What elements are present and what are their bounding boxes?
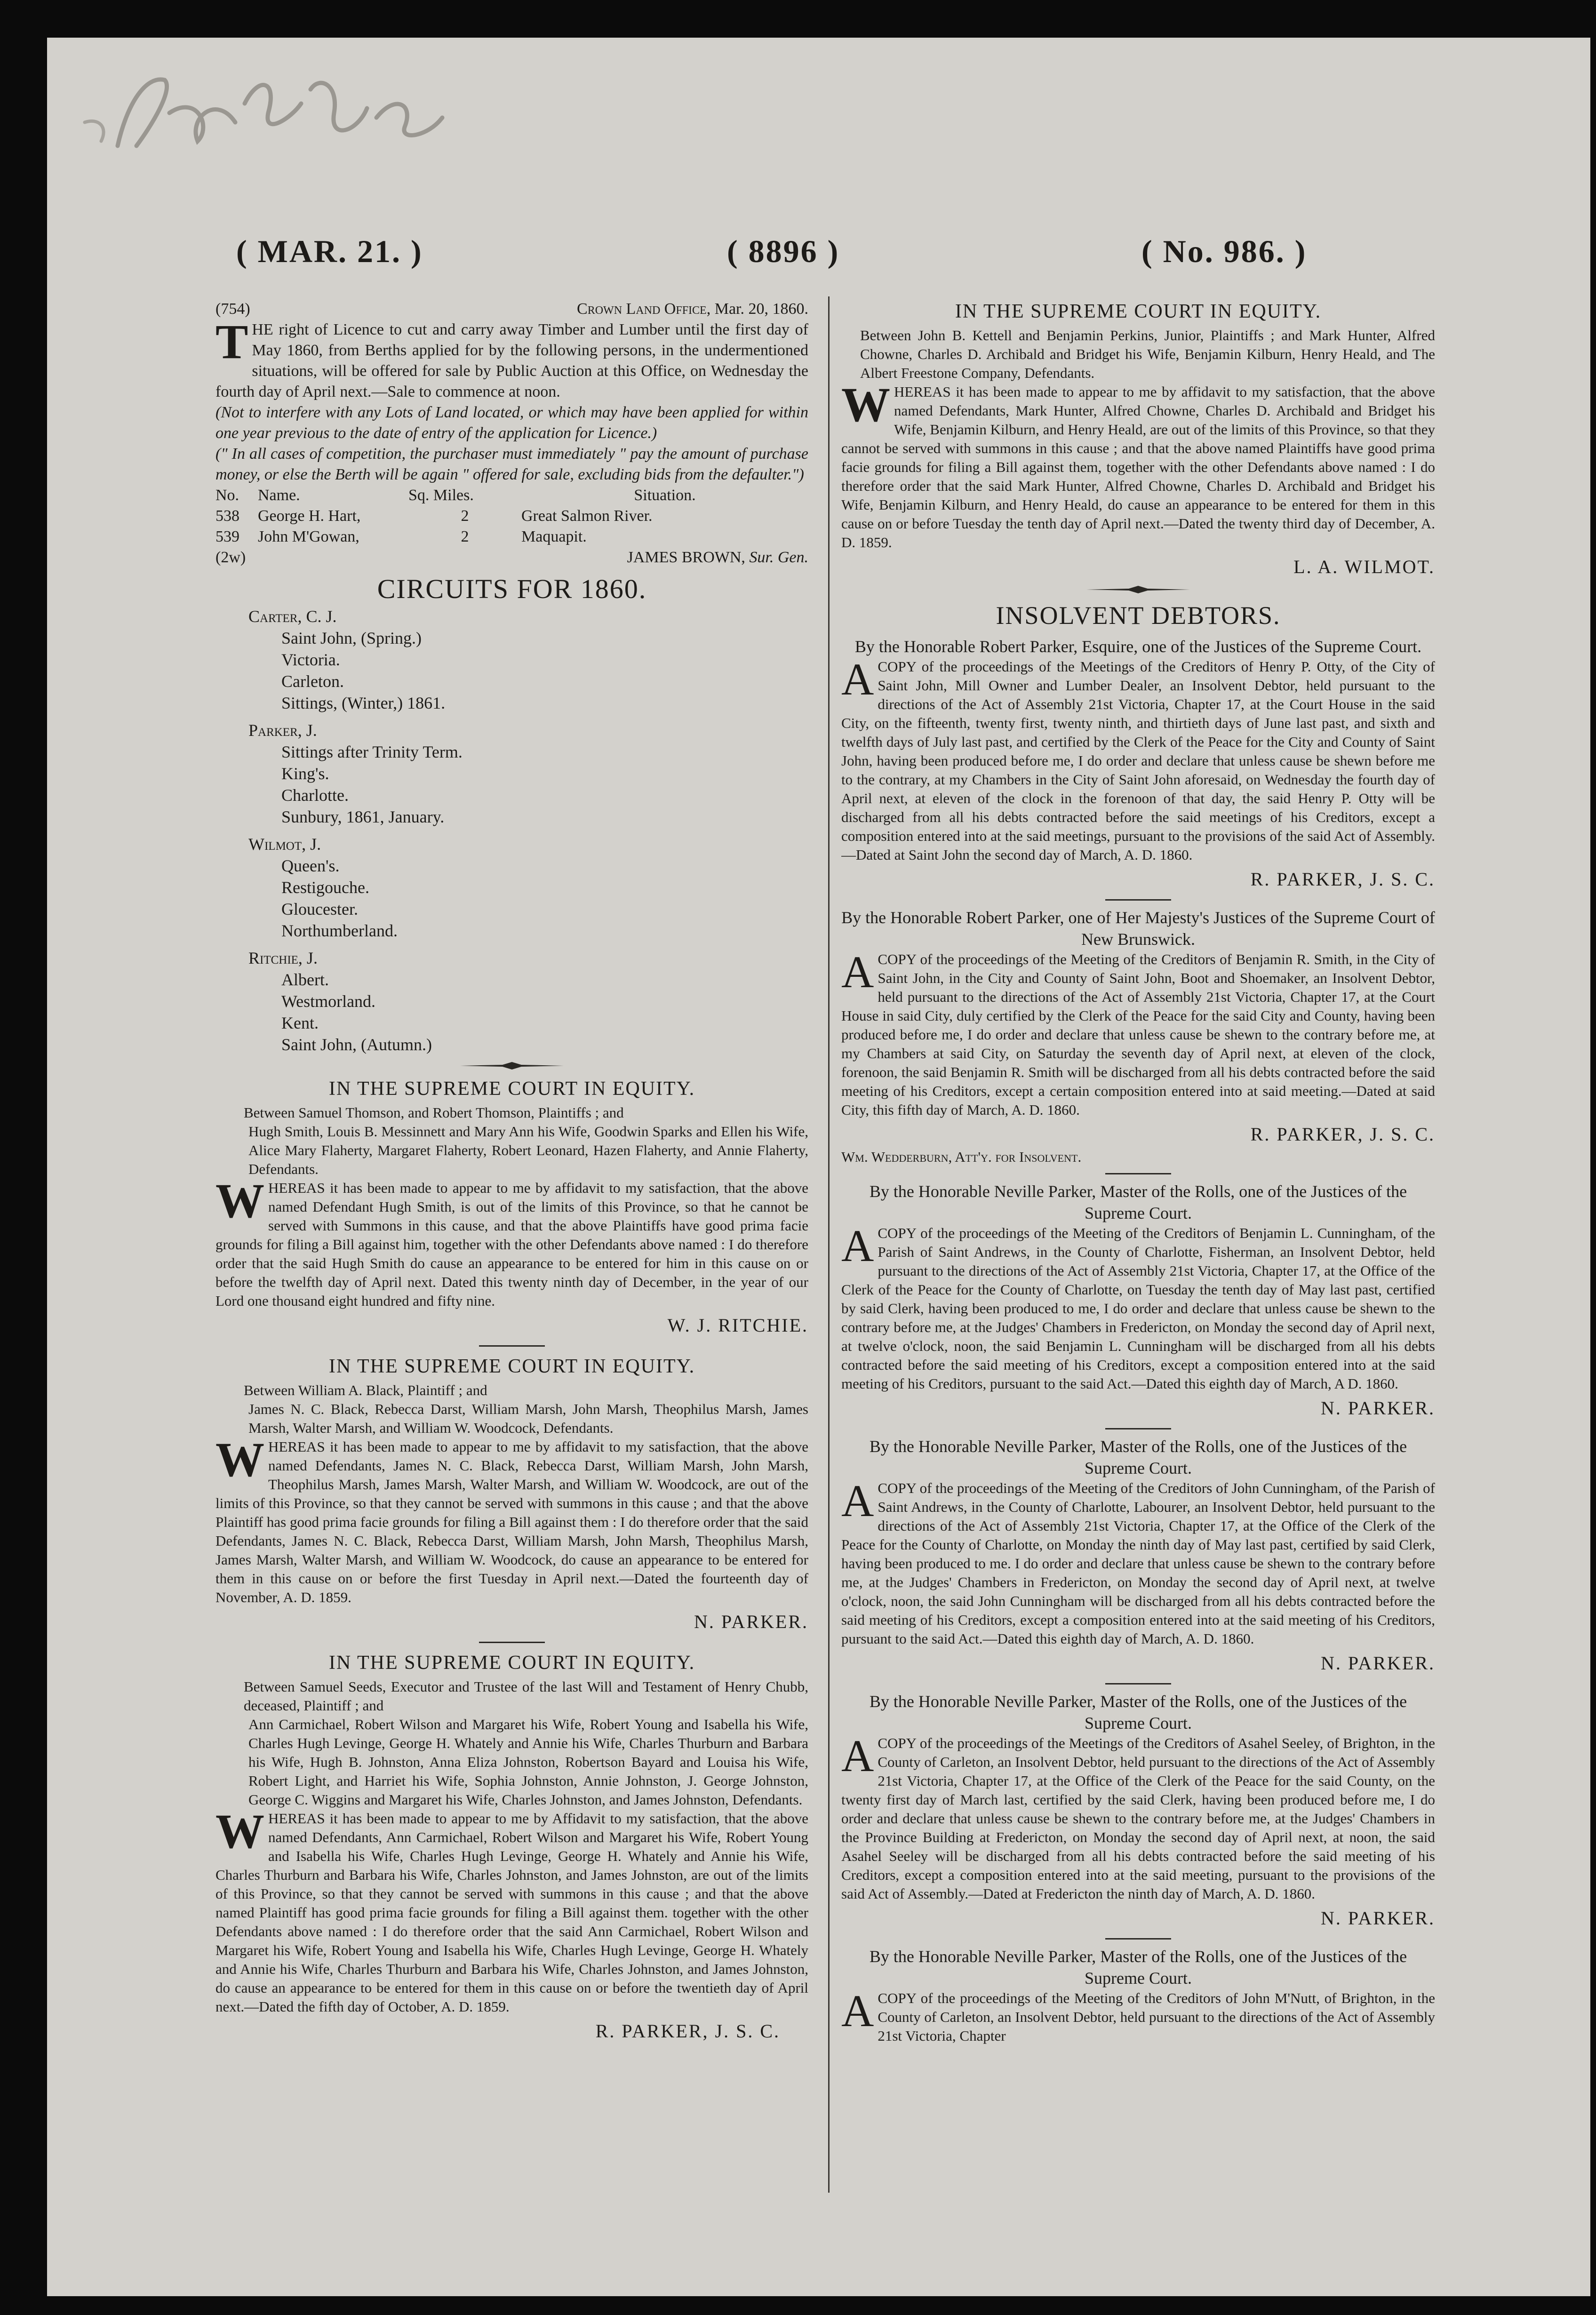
drop-cap: W bbox=[215, 1179, 264, 1228]
signature: N. PARKER. bbox=[694, 1611, 808, 1632]
drop-cap: W bbox=[215, 1809, 264, 1859]
parties: Between John B. Kettell and Benjamin Perkins, Junior, Plaintiffs ; and Mark Hunter, Alfred Chowne, Charles D. Archibald and Bridget his Wife, Benjamin Kilburn, Henry Heald, and The Albert Freestone Company, Defendants. bbox=[860, 327, 1435, 381]
col-header-no: No. bbox=[215, 487, 239, 504]
drop-cap: W bbox=[841, 383, 890, 432]
circuit-place: King's. bbox=[281, 764, 329, 783]
header-issue-number: ( No. 986. ) bbox=[1141, 233, 1307, 269]
header-date: ( MAR. 21. ) bbox=[236, 233, 423, 269]
circuit-place: Gloucester. bbox=[281, 900, 358, 918]
insolvent-notice bbox=[841, 907, 1435, 1166]
circuit-place: Albert. bbox=[281, 970, 329, 989]
circuits-title: CIRCUITS FOR 1860. bbox=[377, 574, 647, 604]
signature: R. PARKER, J. S. C. bbox=[1250, 869, 1435, 890]
section-title: IN THE SUPREME COURT IN EQUITY. bbox=[955, 301, 1322, 322]
signature: N. PARKER. bbox=[1320, 1908, 1435, 1929]
row-situation: Great Salmon River. bbox=[521, 507, 653, 525]
equity-notice-3 bbox=[215, 1650, 808, 2044]
row-situation: Maquapit. bbox=[521, 528, 587, 545]
notice-heading: By the Honorable Neville Parker, Master of the Rolls, one of the Justices of the Supreme Court. bbox=[869, 1692, 1407, 1732]
row-no: 539 bbox=[215, 528, 239, 545]
table-row bbox=[215, 527, 808, 547]
berths-table bbox=[215, 485, 808, 547]
circuit-place: Saint John, (Autumn.) bbox=[281, 1035, 432, 1054]
notice-signer-title: Sur. Gen. bbox=[749, 549, 808, 566]
notice-heading: By the Honorable Robert Parker, Esquire, one of the Justices of the Supreme Court. bbox=[854, 637, 1422, 656]
circuit-place: Victoria. bbox=[281, 650, 340, 669]
row-name: John M'Gowan, bbox=[258, 528, 359, 545]
circuit-place: Carleton. bbox=[281, 672, 344, 691]
notice-heading: By the Honorable Neville Parker, Master of the Rolls, one of the Justices of the Supreme Court. bbox=[869, 1182, 1407, 1222]
notice-body: COPY of the proceedings of the Meetings of the Creditors of Asahel Seeley, of Brighton, in the County of Carleton, an Insolvent Debtor, held pursuant to the directions of the Act of Assembly 21st Victoria, Chapter 17, at the Office of the Clerk of the Peace for the said County, on the twenty first day of March last, certified by the said Clerk, having been produced before me, I do order and declare that unless cause be shewn to the contrary before me, at the Judges' Chambers in the Province Building at Fredericton, on Monday the second day of April next, at noon, the said Asahel Seeley will be discharged from all his debts contracted before the said meeting of his Creditors, except a composition entered into at the said meeting, pursuant to the provisions of the said Act of Assembly.—Dated at Fredericton the ninth day of March, A. D. 1860. bbox=[841, 1735, 1435, 1902]
circuit-place: Saint John, (Spring.) bbox=[281, 629, 422, 647]
circuit-place: Sittings after Trinity Term. bbox=[281, 742, 463, 761]
insolvent-notice bbox=[841, 1946, 1435, 2045]
parties-plaintiffs: Between Samuel Thomson, and Robert Thomson, Plaintiffs ; and bbox=[244, 1104, 624, 1121]
notice-office: Crown Land Office, bbox=[577, 300, 711, 318]
insolvent-debtors-title: INSOLVENT DEBTORS. bbox=[996, 601, 1281, 630]
circuit-judge bbox=[215, 947, 808, 1055]
column-divider bbox=[828, 296, 830, 2193]
insolvent-notice bbox=[841, 1691, 1435, 1932]
ornament-rule bbox=[1086, 585, 1190, 594]
notice-body: COPY of the proceedings of the Meeting of the Creditors of Benjamin R. Smith, in the City of Saint John, in the City and County of Saint John, Boot and Shoemaker, an Insolvent Debtor, held pursuant to the directions of the Act of Assembly 21st Victoria, Chapter 17, at the Court House in said City, duly certified by the Clerk of the Peace for the said City and County, having been produced before me, I do order and declare that unless cause be shewn to the contrary before me, at my Chambers at said City, on Saturday the seventh day of April next, at eleven of the clock, forenoon, the said Benjamin R. Smith will be discharged from all his debts contracted before the said meeting of his Creditors, except a certain composition entered into at said meeting.—Dated at said City, this fifth day of March, A. D. 1860. bbox=[841, 951, 1435, 1118]
notice-body: HEREAS it has been made to appear to me by Affidavit to my satisfaction, that the above named Defendants, Ann Carmichael, Robert Wilson and Margaret his Wife, Robert Young and Isabella his Wife, Charles Hugh Levinge, George H. Whately and Annie his Wife, Charles Thurburn and Barbara his Wife, Charles Johnston, and James Johnston, are out of the limits of this Province, so that they cannot be served with summons in this cause ; and that the above named Plaintiff has good prima facie grounds for filing a Bill against them. together with the other Defendants above named : I do therefore order that the said Ann Carmichael, Robert Wilson and Margaret his Wife, Robert Young and Isabella his Wife, Charles Hugh Levinge, George H. Whately and Annie his Wife, Charles Thurburn and Barbara his Wife, Charles Johnston, and James Johnston, do cause an appearance to be entered for them in this cause on or before the twentieth day of April next.—Dated the fifth day of October, A. D. 1859. bbox=[215, 1810, 808, 2015]
notice-body: HEREAS it has been made to appear to me by affidavit to my satisfaction, that the above named Defendants, Mark Hunter, Alfred Chowne, Charles D. Archibald and Bridget his Wife, Benjamin Kilburn, and Henry Heald, are out of the limits of this Province, so that they cannot be served with summons in this cause ; and that the above named Plaintiffs have good prima facie grounds for filing a Bill against them, together with the other Defendants above named : I do therefore order that the said Mark Hunter, Alfred Chowne, Charles D. Archibald and Bridget his Wife, Benjamin Kilburn, and Henry Heald, do cause an appearance to be entered for them in this cause on or before Tuesday the tenth day of April next.—Dated the twenty third day of December, A. D. 1859. bbox=[841, 383, 1435, 551]
notice-heading: By the Honorable Neville Parker, Master of the Rolls, one of the Justices of the Supreme Court. bbox=[869, 1947, 1407, 1988]
parties-defendants: James N. C. Black, Rebecca Darst, William Marsh, John Marsh, Theophilus Marsh, James Marsh, Walter Marsh, and William W. Woodcock, Defendants. bbox=[248, 1401, 808, 1436]
drop-cap: A bbox=[841, 657, 874, 704]
notice-body: COPY of the proceedings of the Meeting of the Creditors of John Cunningham, of the Parish of Saint Andrews, in the County of Charlotte, Labourer, an Insolvent Debtor, held pursuant to the directions of the Act of Assembly 21st Victoria, Chapter 17, at the Office of the Clerk of the Peace for the County of Charlotte, on Monday the ninth day of May last past, certified by said Clerk, having been produced to me. I do order and declare that unless cause be shewn to the contrary before me, at the Judges' Chambers in Fredericton, on Monday the second day of April next, at twelve o'clock, noon, the said John Cunningham will be discharged from all his debts contracted before the said meeting of his Creditors, except a composition entered into at the said meeting of his Creditors, pursuant to the said Act.—Dated this eighth day of March, A. D. 1860. bbox=[841, 1480, 1435, 1647]
notice-heading: By the Honorable Robert Parker, one of Her Majesty's Justices of the Supreme Court of New Brunswick. bbox=[841, 908, 1435, 949]
drop-cap: A bbox=[841, 950, 874, 997]
circuit-place: Kent. bbox=[281, 1014, 319, 1032]
judge-name: Ritchie, J. bbox=[248, 949, 318, 967]
col-header-situation: Situation. bbox=[634, 487, 696, 504]
short-rule bbox=[1105, 897, 1171, 902]
row-no: 538 bbox=[215, 507, 239, 525]
notice-note-2: (" In all cases of competition, the purchaser must immediately " pay the amount of purchase money, or else the Berth will be again " offered for sale, excluding bids from the defaulter.") bbox=[215, 445, 808, 483]
drop-cap: A bbox=[841, 1479, 874, 1526]
notice-body: COPY of the proceedings of the Meeting of the Creditors of Benjamin L. Cunningham, of the Parish of Saint Andrews, in the County of Charlotte, Fisherman, an Insolvent Debtor, held pursuant to the directions of the Act of Assembly 21st Victoria, Chapter 17, at the Office of the Clerk of the Peace for the County of Charlotte, on Tuesday the tenth day of May last past, certified by said Clerk, having been produced to me, I do order and declare that unless cause be shewn to the contrary before me, at the Judges' Chambers in Fredericton, on Monday the second day of April next, at twelve o'clock, noon, the said Benjamin L. Cunningham will be discharged from all his debts contracted before the said meeting of his Creditors, except a composition entered into at the said meeting of his Creditors, pursuant to the said Act.—Dated this eighth day of March, A D. 1860. bbox=[841, 1225, 1435, 1392]
circuit-judge bbox=[215, 833, 808, 942]
circuit-place: Charlotte. bbox=[281, 786, 349, 805]
circuit-place: Northumberland. bbox=[281, 921, 398, 940]
signature: R. PARKER, J. S. C. bbox=[1250, 1124, 1435, 1145]
notice-body: HEREAS it has been made to appear to me by affidavit to my satisfaction, that the above named Defendants, James N. C. Black, Rebecca Darst, William Marsh, John Marsh, Theophilus Marsh, James Marsh, Walter Marsh, and William W. Woodcock, are out of the limits of this Province, so that they cannot be served with summons in this cause ; and that the above Plaintiff has good prima facie grounds for filing a Bill against them : I do therefore order that the said Defendants, James N. C. Black, Rebecca Darst, William Marsh, John Marsh, Theophilus Marsh, James Marsh, Walter Marsh, and William W. Woodcock, do cause an appearance to be entered for them in this cause on or before the first Tuesday in April next.—Dated the fourteenth day of November, A. D. 1859. bbox=[215, 1438, 808, 1605]
circuit-judge bbox=[215, 719, 808, 828]
newspaper-page bbox=[47, 38, 1590, 2296]
short-rule bbox=[1105, 1681, 1171, 1686]
drop-cap: A bbox=[841, 1224, 874, 1271]
drop-cap: T bbox=[215, 319, 248, 369]
row-name: George H. Hart, bbox=[258, 507, 361, 525]
short-rule bbox=[479, 1640, 545, 1644]
notice-body: HE right of Licence to cut and carry away Timber and Lumber until the first day of May 1860, from Berths applied for by the following persons, in the undermentioned situations, will be offered for sale by Public Auction at this Office, on Wednesday the fourth day of April next.—Sale to commence at noon. bbox=[215, 321, 808, 400]
short-rule bbox=[479, 1343, 545, 1348]
signature: N. PARKER. bbox=[1320, 1652, 1435, 1674]
section-title: IN THE SUPREME COURT IN EQUITY. bbox=[328, 1078, 695, 1100]
parties-plaintiffs: Between William A. Black, Plaintiff ; and bbox=[244, 1382, 487, 1398]
drop-cap: A bbox=[841, 1989, 874, 2036]
parties-defendants: Ann Carmichael, Robert Wilson and Margaret his Wife, Robert Young and Isabella his Wife, Charles Hugh Levinge, George H. Whately and Annie his Wife, Charles Thurburn and Barbara his Wife, Hugh B. Johnston, Anna Eliza Johnston, Robertson Bayard and Louisa his Wife, Robert Light, and Harriet his Wife, Sophia Johnston, Annie Johnston, J. George Johnston, George C. Wiggins and Margaret his Wife, Charles Johnston, and James Johnston, Defendants. bbox=[248, 1716, 808, 1808]
signature: R. PARKER, J. S. C. bbox=[595, 2020, 780, 2042]
section-title: IN THE SUPREME COURT IN EQUITY. bbox=[328, 1652, 695, 1674]
short-rule bbox=[1105, 1171, 1171, 1176]
table-row bbox=[215, 506, 808, 527]
notice-body: HEREAS it has been made to appear to me by affidavit to my satisfaction, that the above named Defendant Hugh Smith, is out of the limits of this Province, so that he cannot be served with Summons in this cause, and that the above Plaintiffs have good prima facie grounds for filing a Bill against him, together with the other Defendants above named : I do therefore order that the said Hugh Smith do cause an appearance to be entered for him in this cause on or before the twelfth day of April next. Dated this twenty ninth day of December, in the year of our Lord one thousand eight hundred and fifty nine. bbox=[215, 1180, 808, 1309]
drop-cap: W bbox=[215, 1437, 264, 1487]
judge-name: Parker, J. bbox=[248, 721, 317, 740]
crown-land-notice bbox=[215, 299, 808, 568]
circuit-place: Sittings, (Winter,) 1861. bbox=[281, 694, 446, 712]
insolvent-notice bbox=[841, 1181, 1435, 1421]
row-miles: 2 bbox=[461, 507, 469, 525]
handwritten-annotation bbox=[56, 47, 480, 169]
right-column bbox=[841, 299, 1435, 2045]
equity-notice-1 bbox=[215, 1076, 808, 1339]
circuit-judge bbox=[215, 606, 808, 714]
notice-date: Mar. 20, 1860. bbox=[714, 300, 808, 318]
judge-name: Wilmot, J. bbox=[248, 835, 321, 854]
section-title: IN THE SUPREME COURT IN EQUITY. bbox=[328, 1356, 695, 1377]
header-page-number: ( 8896 ) bbox=[727, 233, 840, 269]
circuits-list bbox=[215, 606, 808, 1055]
circuit-place: Restigouche. bbox=[281, 878, 369, 897]
parties-defendants: Hugh Smith, Louis B. Messinnett and Mary Ann his Wife, Goodwin Sparks and Ellen his Wife, Alice Mary Flaherty, Margaret Flaherty, Robert Leonard, Hazen Flaherty, and Annie Flaherty, Defendants. bbox=[248, 1123, 808, 1177]
signature: W. J. RITCHIE. bbox=[667, 1315, 808, 1336]
notice-body: COPY of the proceedings of the Meetings of the Creditors of Henry P. Otty, of the City of Saint John, Mill Owner and Lumber Dealer, an Insolvent Debtor, held pursuant to the directions of the Act of Assembly 21st Victoria, Chapter 17, at the Court House in the said City, on the fifteenth, twenty first, twenty ninth, and thirtieth days of June last past, and sixth and twelfth days of July last past, and certified by the Clerk of the Peace for the City and County of Saint John, having been produced before me, I do order and declare that unless cause be shewn before me to the contrary, at my Chambers in the City of Saint John aforesaid, on Wednesday the fourth day of April next, at eleven of the clock in the forenoon of that day, the said Henry P. Otty will be discharged from all his debts contracted before the said meetings of his Creditors, except a composition entered into at the said meetings, pursuant to the provisions of the said Act of Assembly.—Dated at Saint John the second day of March, A. D. 1860. bbox=[841, 658, 1435, 863]
drop-cap: A bbox=[841, 1734, 874, 1781]
circuit-place: Westmorland. bbox=[281, 992, 376, 1011]
notice-body: COPY of the proceedings of the Meeting of the Creditors of John M'Nutt, of Brighton, in the County of Carleton, an Insolvent Debtor, held pursuant to the directions of the Act of Assembly 21st Victoria, Chapter bbox=[878, 1990, 1435, 2044]
row-miles: 2 bbox=[461, 528, 469, 545]
circuit-place: Sunbury, 1861, January. bbox=[281, 807, 445, 826]
notice-heading: By the Honorable Neville Parker, Master of the Rolls, one of the Justices of the Supreme Court. bbox=[869, 1437, 1407, 1477]
parties-plaintiffs: Between Samuel Seeds, Executor and Trustee of the last Will and Testament of Henry Chubb, deceased, Plaintiff ; and bbox=[244, 1678, 808, 1714]
circuit-place: Queen's. bbox=[281, 856, 340, 875]
insolvent-notice bbox=[841, 636, 1435, 893]
judge-name: Carter, C. J. bbox=[248, 607, 337, 626]
attorney-line: Wm. Wedderburn, Att'y. for Insolvent. bbox=[841, 1149, 1082, 1165]
left-column bbox=[215, 299, 808, 2044]
notice-ref: (754) bbox=[215, 300, 250, 318]
equity-notice-2 bbox=[215, 1354, 808, 1635]
signature: N. PARKER. bbox=[1320, 1397, 1435, 1419]
notice-note-1: (Not to interfere with any Lots of Land located, or which may have been applied for within one year previous to the date of entry of the application for Licence.) bbox=[215, 404, 808, 442]
signature: L. A. WILMOT. bbox=[1293, 556, 1435, 577]
short-rule bbox=[1105, 1936, 1171, 1941]
short-rule bbox=[1105, 1426, 1171, 1431]
equity-notice-4 bbox=[841, 299, 1435, 580]
notice-signer: JAMES BROWN, bbox=[627, 549, 745, 566]
ornament-rule bbox=[460, 1061, 564, 1070]
insolvent-notice bbox=[841, 1436, 1435, 1676]
notice-code: (2w) bbox=[215, 549, 246, 566]
col-header-miles: Sq. Miles. bbox=[408, 487, 474, 504]
col-header-name: Name. bbox=[258, 487, 300, 504]
